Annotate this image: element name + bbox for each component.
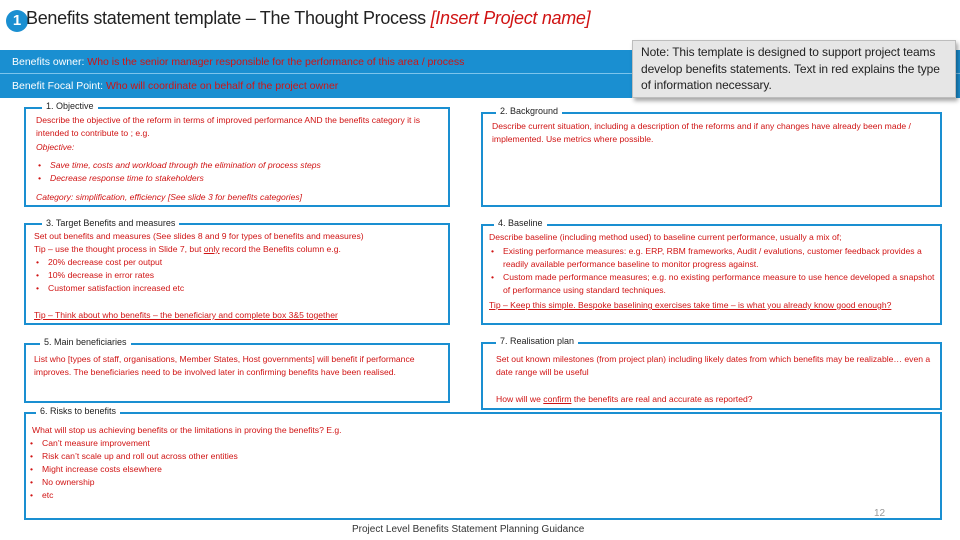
focal-point-value: Who will coordinate on behalf of the project owner [103,80,339,92]
target-only: only [203,244,220,254]
realisation-confirm [496,393,932,406]
title-text: Benefits statement template – The Thought Process [26,8,431,28]
confirm-word: confirm [543,394,572,404]
objective-label: Objective: [36,142,75,152]
objective-bullets [36,159,446,185]
page-title [26,8,590,29]
objective-description: Describe the objective of the reform in terms of improved performance AND the benefits category it is intended to contribute to ; e.g. [36,115,421,138]
list-item: • 10% decrease in error rates [34,269,446,282]
list-item: • Can’t measure improvement [28,437,628,450]
realisation-text: Set out known milestones (from project plan) including likely dates from which benefits may be realizable… even a date range will be useful [496,354,931,377]
list-item: • Might increase costs elsewhere [28,463,628,476]
objective-category: Category: simplification, efficiency [See slide 3 for benefits categories] [36,192,303,202]
project-name-placeholder: [Insert Project name] [430,8,591,28]
existing-measures-text: : e.g. ERP, RBM frameworks, Audit / evalutions, customer feedback provides a readily available performance baseline to monitor progress against. [503,246,922,269]
list-item [489,271,935,297]
note-box: Note: This template is designed to support project teams develop benefits statements. Text in red explains the type of information necessary. [632,40,956,98]
target-tip: Tip – Think about who benefits – the beneficiary and complete box 3&5 together [34,310,338,320]
benefits-owner-value: Who is the senior manager responsible for the performance of this area / process [84,56,465,68]
list-item: • Decrease response time to stakeholders [36,172,446,185]
confirm-text-end: the benefits are real and accurate as reported? [571,394,753,404]
list-item: • Customer satisfaction increased etc [34,282,446,295]
target-line1: Set out benefits and measures (See slides 8 and 9 for types of benefits and measures) [34,231,364,241]
realisation-title: 7. Realisation plan [496,336,578,346]
existing-measures-label: Existing performance measures [503,246,624,256]
list-item [489,245,935,271]
confirm-text-start: How will we [496,394,544,404]
list-item: • Save time, costs and workload through the elimination of process steps [36,159,446,172]
list-item: • 20% decrease cost per output [34,256,446,269]
background-description: Describe current situation, including a description of the reforms and if any changes have already been made / implemented. Use metrics where possible. [492,121,911,144]
target-line2 [34,243,446,256]
baseline-bullets [489,245,935,297]
footer-text: Project Level Benefits Statement Planning Guidance [352,524,585,535]
target-title: 3. Target Benefits and measures [42,218,179,228]
baseline-title: 4. Baseline [494,218,547,228]
risks-intro: What will stop us achieving benefits or the limitations in proving the benefits? E.g. [32,425,342,435]
risks-bullets [28,437,628,502]
target-tip-text-end: record the Benefits column e.g. [219,244,341,254]
background-title: 2. Background [496,106,562,116]
custom-measures-text: ; e.g. no existing performance measure to use hence developed a snapshot of performance using standard techniques. [503,272,935,295]
beneficiaries-title: 5. Main beneficiaries [40,337,131,347]
risks-title: 6. Risks to benefits [36,406,120,416]
slide-number-badge: 1 [6,10,28,32]
list-item: • No ownership [28,476,628,489]
page-number: 12 [874,508,886,519]
list-item: • Risk can’t scale up and roll out across other entities [28,450,628,463]
list-item: • etc [28,489,628,502]
target-bullets [34,256,446,295]
benefits-owner-label: Benefits owner: [12,56,85,68]
target-tip-text: Tip – use the thought process in Slide 7, but [34,244,204,254]
baseline-tip: Tip – Keep this simple. Bespoke baselining exercises take time – is what you already know good enough? [489,300,892,310]
focal-point-label: Benefit Focal Point: [12,80,104,92]
objective-title: 1. Objective [42,101,98,111]
beneficiaries-text: List who [types of staff, organisations, Member States, Host governments] will benefit if performance improves. The beneficiaries need to be involved later in confirming benefits have been realised. [34,354,415,377]
baseline-line1: Describe baseline (including method used) to baseline current performance, usually a mix of; [489,232,842,242]
custom-measures-label: Custom made performance measures [503,272,648,282]
